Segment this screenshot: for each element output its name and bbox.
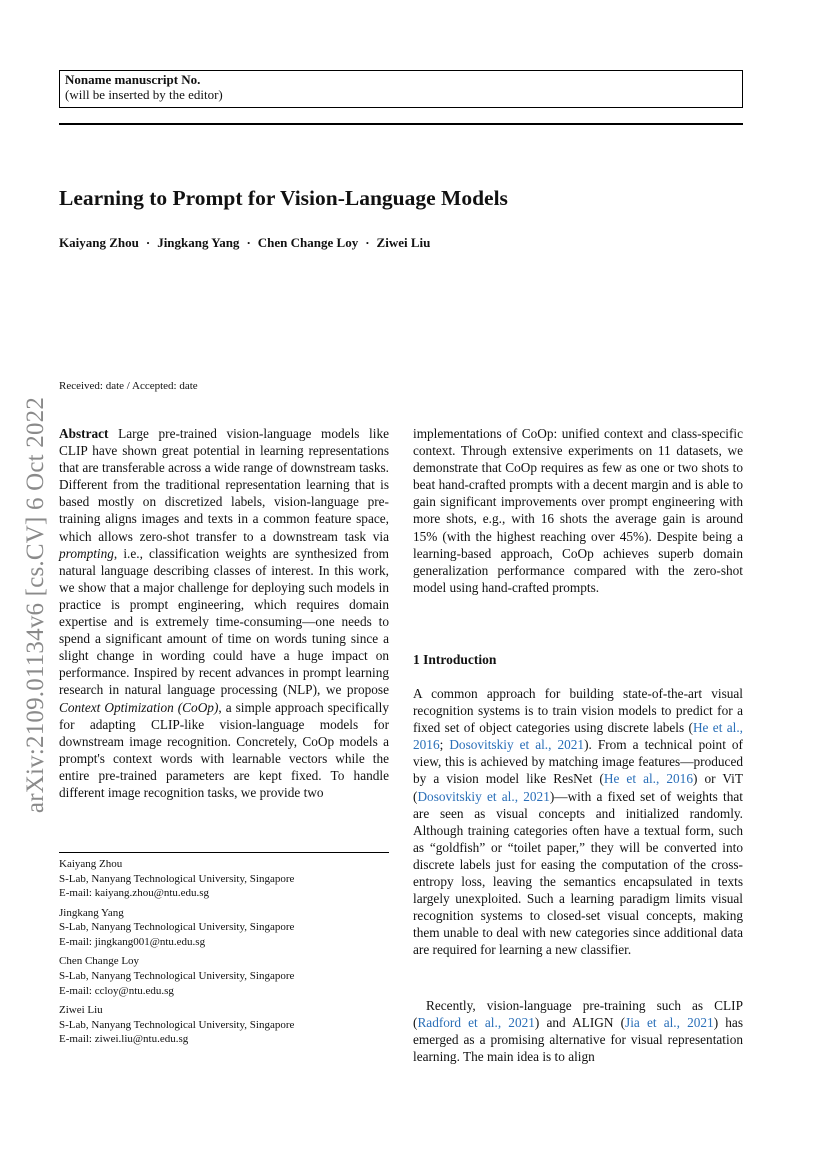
paragraph-text: ). From a technical point of view, this is achieved by matching image features—produced by a vision model like ResNet ( <box>413 737 743 787</box>
affiliation-email: E-mail: kaiyang.zhou@ntu.edu.sg <box>59 887 210 900</box>
author-name: Chen Change Loy <box>257 235 359 250</box>
header-rule <box>59 123 743 125</box>
footnote-rule <box>59 852 389 853</box>
abstract-emphasis: Context Optimization (CoOp) <box>59 699 219 715</box>
paragraph-text: )—with a fixed set of weights that are seen as visual concepts and initialized randomly. Although training categories often have a textual form, such as “goldfish” or “toilet paper,” they will be converted into discrete labels just for easing the computation of the cross-entropy loss, leaving the semantics encapsulated in texts largely unexploited. Such a learning paradigm limits visual recognition systems to closed-set visual concepts, making them unable to deal with new categories since additional data are required for learning a new classifier. <box>413 788 744 958</box>
author-affiliations <box>59 857 389 1051</box>
affiliation-email: E-mail: jingkang001@ntu.edu.sg <box>59 936 206 949</box>
author-name: Jingkang Yang <box>157 235 240 250</box>
paragraph-text: A common approach for building state-of-the-art visual recognition systems is to train vision models to predict for a fixed set of object categories using discrete labels ( <box>413 686 743 736</box>
paragraph-text: Recently, vision-language pre-training such as CLIP ( <box>413 998 743 1031</box>
affiliation-email: E-mail: ziwei.liu@ntu.edu.sg <box>59 1033 189 1046</box>
affiliation-org: S-Lab, Nanyang Technological University, Singapore <box>59 969 295 982</box>
author-name: Ziwei Liu <box>376 235 431 250</box>
manuscript-info-box <box>59 70 743 108</box>
arxiv-identifier: arXiv:2109.01134v6 [cs.CV] 6 Oct 2022 <box>22 396 50 814</box>
abstract-text: Large pre-trained vision-language models like CLIP have shown great potential in learning representations that are transferable across a wide range of downstream tasks. Different from the traditional representation learning that is based mostly on discretized labels, vision-language pre-training aligns images and texts in a common feature space, which allows zero-shot transfer to a downstream task via <box>59 426 389 544</box>
arxiv-sidebar-stamp <box>10 368 62 842</box>
author-list <box>59 235 743 251</box>
citation-link[interactable]: He et al., 2016 <box>603 771 693 787</box>
author-separator: · <box>246 235 251 250</box>
author-separator: · <box>365 235 370 250</box>
received-accepted-dates: Received: date / Accepted: date <box>59 380 198 392</box>
citation-link[interactable]: Radford et al., 2021 <box>417 1015 535 1031</box>
manuscript-number: Noname manuscript No. <box>65 72 201 87</box>
citation-separator: ; <box>439 737 450 753</box>
author-name: Kaiyang Zhou <box>59 235 139 250</box>
citation-link[interactable]: Jia et al., 2021 <box>625 1015 714 1031</box>
editor-note: (will be inserted by the editor) <box>65 87 223 102</box>
affiliation-name: Kaiyang Zhou <box>59 858 123 870</box>
abstract-label: Abstract <box>59 426 109 441</box>
paragraph-text: ) and ALIGN ( <box>534 1015 626 1031</box>
affiliation-name: Jingkang Yang <box>59 906 124 919</box>
paragraph-text: ) or ViT ( <box>413 771 743 804</box>
citation-link[interactable]: Dosovitskiy et al., 2021 <box>417 788 550 804</box>
affiliation-block <box>59 857 389 901</box>
affiliation-block <box>59 1003 389 1047</box>
affiliation-org: S-Lab, Nanyang Technological University, Singapore <box>59 872 295 885</box>
citation-link[interactable]: Dosovitskiy et al., 2021 <box>449 737 585 753</box>
affiliation-email: E-mail: ccloy@ntu.edu.sg <box>59 984 174 997</box>
abstract-right-column: implementations of CoOp: unified context and class-specific context. Through extensive experiments on 11 datasets, we demonstrate that CoOp requires as few as one or two shots to beat hand-crafted prompts with a decent margin and is able to gain significant improvements over prompt engineering with more shots, e.g., with 16 shots the average gain is around 15% (with the highest reaching over 45%). Despite being a learning-based approach, CoOp achieves superb domain generalization performance compared with the zero-shot model using hand-crafted prompts. <box>413 426 743 595</box>
affiliation-block <box>59 906 389 950</box>
affiliation-name: Chen Change Loy <box>59 955 140 968</box>
intro-paragraph-2 <box>413 997 743 1065</box>
affiliation-name: Ziwei Liu <box>59 1003 103 1016</box>
affiliation-org: S-Lab, Nanyang Technological University, Singapore <box>59 1018 295 1031</box>
abstract-emphasis: prompting <box>59 545 114 561</box>
affiliation-org: S-Lab, Nanyang Technological University, Singapore <box>59 921 295 934</box>
paragraph-text: ) has emerged as a promising alternative for visual representation learning. The main idea is to align <box>413 1015 744 1065</box>
abstract-left-column <box>59 425 389 801</box>
abstract-text: , a simple approach specifically for adapting CLIP-like vision-language models for downstream image recognition. Concretely, CoOp models a prompt's context words with learnable vectors while the entire pre-trained parameters are kept fixed. To handle different image recognition tasks, we provide two <box>59 699 389 800</box>
paper-title: Learning to Prompt for Vision-Language Models <box>59 186 508 210</box>
intro-paragraph-1 <box>413 685 743 959</box>
abstract-text: , i.e., classification weights are synthesized from natural language describing classes of interest. In this work, we show that a major challenge for deploying such models in practice is prompt engineering, which requires domain expertise and is extremely time-consuming—one needs to spend a significant amount of time on words tuning since a slight change in wording could have a huge impact on performance. Inspired by recent advances in prompt learning research in natural language processing (NLP), we propose <box>59 545 389 698</box>
section-heading-introduction: 1 Introduction <box>413 652 497 667</box>
affiliation-block <box>59 954 389 998</box>
citation-link[interactable]: He et al., 2016 <box>413 720 743 753</box>
author-separator: · <box>145 235 151 250</box>
